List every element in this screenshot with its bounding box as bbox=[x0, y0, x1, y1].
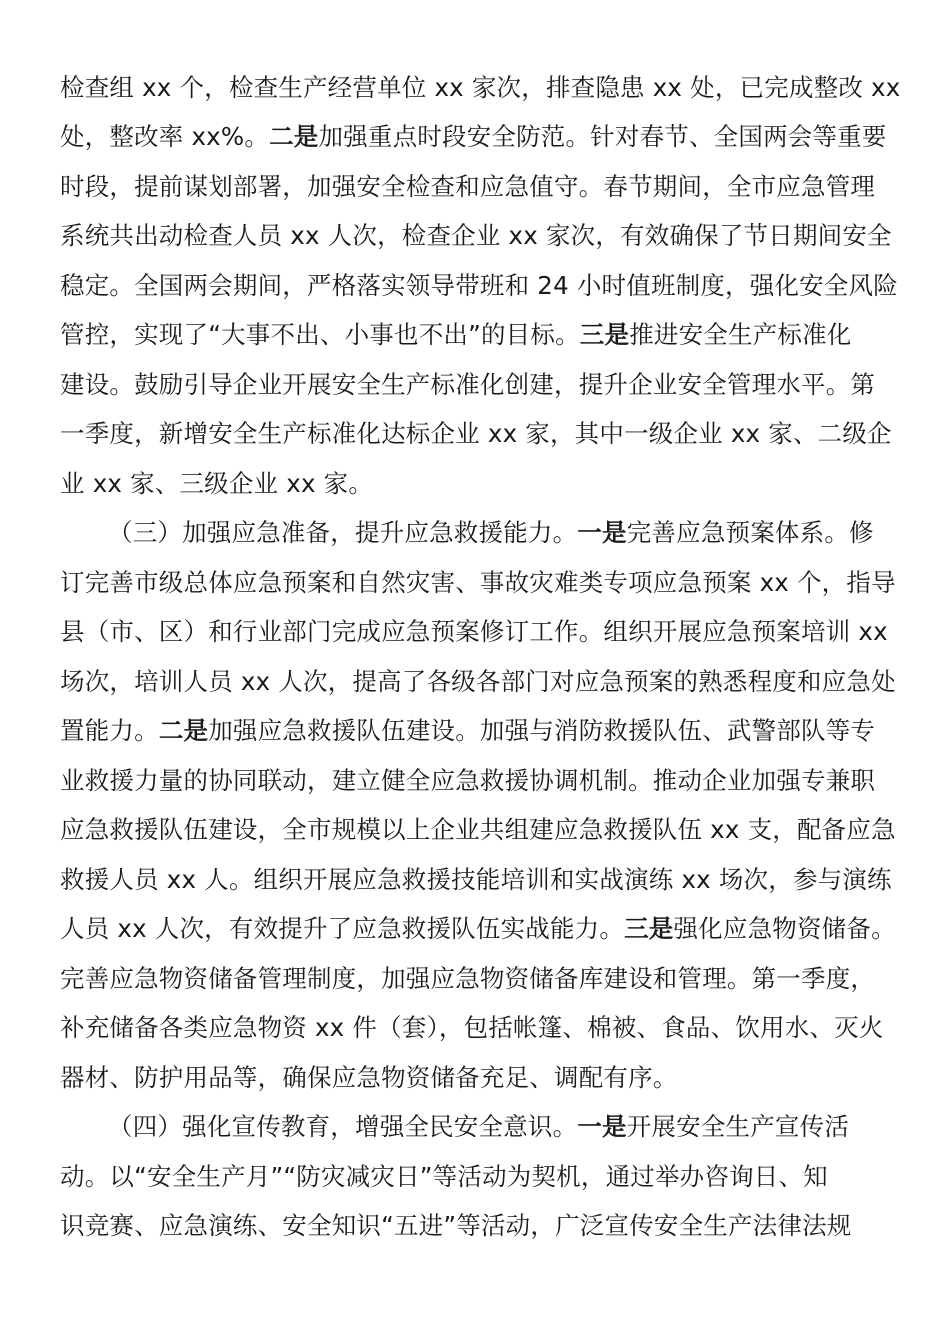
line-segment: 人员 xx 人次，有效提升了应急救援队伍实战能力。 bbox=[60, 914, 625, 943]
paragraph-heading-line bbox=[108, 512, 900, 554]
line-segment: 推进安全生产标准化 bbox=[629, 320, 852, 349]
bold-marker: 三是 bbox=[579, 320, 630, 349]
bold-marker: 二是 bbox=[158, 716, 209, 745]
line-segment: 完善应急预案体系。修 bbox=[626, 518, 874, 547]
text-line: 器材、防护用品等，确保应急物资储备充足、调配有序。 bbox=[60, 1063, 678, 1092]
line-segment: 加强应急救援队伍建设。加强与消防救援队伍、武警部队等专 bbox=[208, 716, 876, 745]
text-line: 完善应急物资储备管理制度，加强应急物资储备库建设和管理。第一季度， bbox=[60, 964, 876, 993]
text-line: 检查组 xx 个，检查生产经营单位 xx 家次，排查隐患 xx 处，已完成整改 xx bbox=[60, 73, 901, 102]
text-line bbox=[60, 314, 900, 356]
line-segment: 处，整改率 xx%。 bbox=[60, 122, 270, 151]
line-segment: （四）强化宣传教育，增强全民安全意识。 bbox=[108, 1112, 578, 1141]
text-line: 订完善市级总体应急预案和自然灾害、事故灾难类专项应急预案 xx 个，指导 bbox=[60, 568, 896, 597]
paragraph-heading-line bbox=[108, 1106, 900, 1148]
text-line: 一季度，新增安全生产标准化达标企业 xx 家，其中一级企业 xx 家、二级企 bbox=[60, 419, 892, 448]
text-line: 识竞赛、应急演练、安全知识“五进”等活动，广泛宣传安全生产法律法规 bbox=[60, 1211, 852, 1240]
text-line: 动。以“安全生产月”“防灾减灾日”等活动为契机，通过举办咨询日、知 bbox=[60, 1162, 828, 1191]
text-line bbox=[60, 116, 900, 158]
line-segment: 加强重点时段安全防范。针对春节、全国两会等重要 bbox=[318, 122, 887, 151]
text-line: 救援人员 xx 人。组织开展应急救援技能培训和实战演练 xx 场次，参与演练 bbox=[60, 865, 892, 894]
text-line: 业救援力量的协同联动，建立健全应急救援协调机制。推动企业加强专兼职 bbox=[60, 766, 876, 795]
text-line bbox=[60, 710, 900, 752]
text-line: 稳定。全国两会期间，严格落实领导带班和 24 小时值班制度，强化安全风险 bbox=[60, 271, 898, 300]
text-line: 场次，培训人员 xx 人次，提高了各级各部门对应急预案的熟悉程度和应急处 bbox=[60, 667, 896, 696]
line-segment: 管控，实现了“大事不出、小事也不出”的目标。 bbox=[60, 320, 580, 349]
bold-marker: 三是 bbox=[624, 914, 674, 943]
text-line: 县（市、区）和行业部门完成应急预案修订工作。组织开展应急预案培训 xx bbox=[60, 617, 888, 646]
bold-marker: 一是 bbox=[577, 1112, 627, 1141]
text-line: 应急救援队伍建设，全市规模以上企业共组建应急救援队伍 xx 支，配备应急 bbox=[60, 815, 896, 844]
text-line bbox=[60, 908, 900, 950]
text-line: 补充储备各类应急物资 xx 件（套），包括帐篷、棉被、食品、饮用水、灭火 bbox=[60, 1013, 884, 1042]
text-line: 系统共出动检查人员 xx 人次，检查企业 xx 家次，有效确保了节日期间安全 bbox=[60, 221, 892, 250]
text-line: 建设。鼓励引导企业开展安全生产标准化创建，提升企业安全管理水平。第 bbox=[60, 370, 876, 399]
line-segment: 置能力。 bbox=[60, 716, 159, 745]
text-line: 业 xx 家、三级企业 xx 家。 bbox=[60, 469, 374, 498]
line-segment: 强化应急物资储备。 bbox=[673, 914, 896, 943]
bold-marker: 一是 bbox=[577, 518, 627, 547]
line-segment: 开展安全生产宣传活 bbox=[626, 1112, 850, 1141]
line-segment: （三）加强应急准备，提升应急救援能力。 bbox=[108, 518, 578, 547]
text-line: 时段，提前谋划部署，加强安全检查和应急值守。春节期间，全市应急管理 bbox=[60, 172, 876, 201]
bold-marker: 二是 bbox=[269, 122, 319, 151]
